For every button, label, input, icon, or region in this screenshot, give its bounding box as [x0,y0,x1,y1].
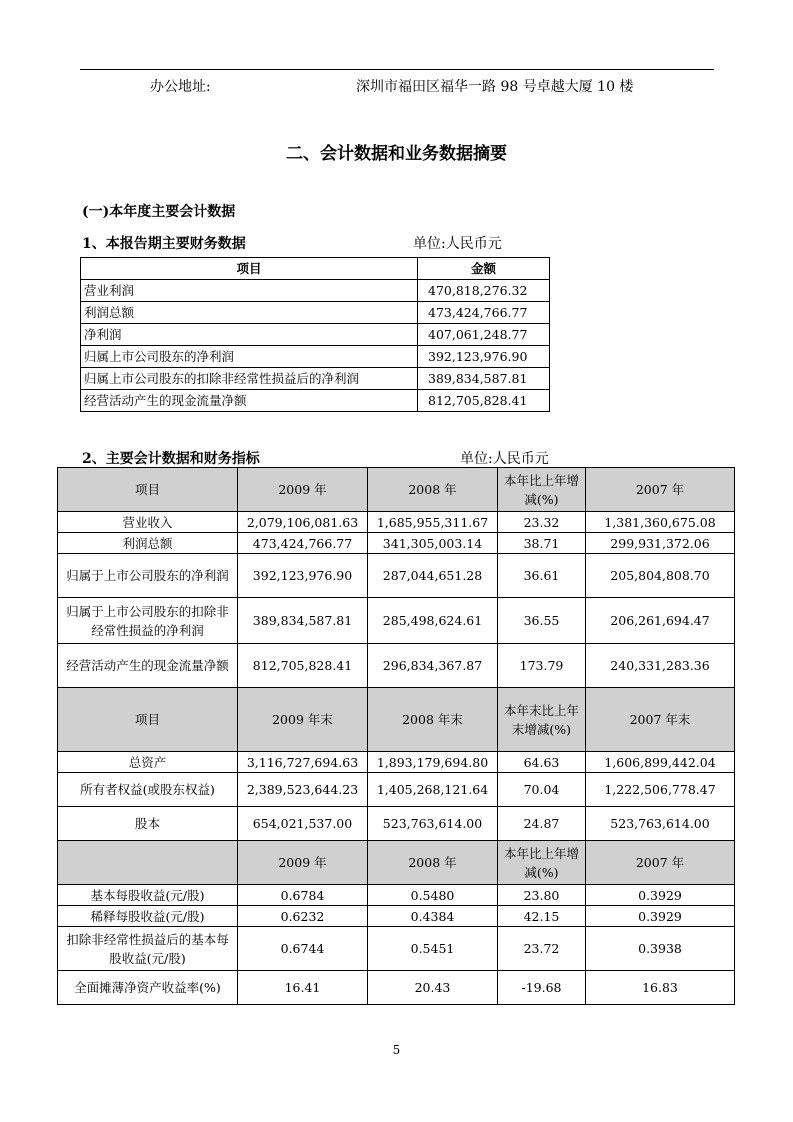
table2-unit: 单位:人民币元 [460,451,549,467]
header-cell: 2009 年末 [238,688,368,752]
value-cell: 1,685,955,311.67 [368,512,498,533]
table2-title: 2、主要会计数据和财务指标 [82,451,260,467]
header-cell: 2008 年 [368,841,498,885]
header-rule [80,69,714,70]
value-cell: 1,606,899,442.04 [586,752,735,773]
table1-unit: 单位:人民币元 [413,236,502,252]
value-cell: 0.3929 [586,885,735,906]
value-cell: 523,763,614.00 [586,807,735,841]
value-cell: -19.68 [498,971,586,1005]
value-cell: 20.43 [368,971,498,1005]
header-cell: 2007 年 [586,841,735,885]
value-cell: 0.5451 [368,927,498,971]
header-cell: 本年末比上年末增减(%) [498,688,586,752]
item-cell: 归属上市公司股东的扣除非经常性损益后的净利润 [81,368,418,390]
value-cell: 42.15 [498,906,586,927]
value-cell: 23.80 [498,885,586,906]
value-cell: 0.6784 [238,885,368,906]
value-cell: 1,381,360,675.08 [586,512,735,533]
value-cell: 70.04 [498,773,586,807]
table-row [58,554,735,598]
header-cell: 项目 [81,258,418,280]
item-cell: 净利润 [81,324,418,346]
header-cell: 2007 年 [586,468,735,512]
value-cell: 287,044,651.28 [368,554,498,598]
header-cell: 2008 年末 [368,688,498,752]
item-cell: 所有者权益(或股东权益) [58,773,238,807]
table-row [58,752,735,773]
table-row [58,927,735,971]
item-cell: 营业收入 [58,512,238,533]
value-cell: 0.6744 [238,927,368,971]
table-row [58,644,735,688]
table-header-row [81,258,550,280]
table-row [58,885,735,906]
item-cell: 经营活动产生的现金流量净额 [81,390,418,412]
table-row [81,324,550,346]
value-cell: 1,893,179,694.80 [368,752,498,773]
value-cell: 23.72 [498,927,586,971]
value-cell: 64.63 [498,752,586,773]
header-cell: 本年比上年增减(%) [498,841,586,885]
value-cell: 812,705,828.41 [238,644,368,688]
address-label: 办公地址: [150,79,211,95]
page-number: 5 [392,1043,401,1057]
value-cell: 24.87 [498,807,586,841]
amount-cell: 473,424,766.77 [418,302,550,324]
value-cell: 392,123,976.90 [238,554,368,598]
value-cell: 0.4384 [368,906,498,927]
item-cell: 归属于上市公司股东的净利润 [58,554,238,598]
amount-cell: 389,834,587.81 [418,368,550,390]
item-cell: 稀释每股收益(元/股) [58,906,238,927]
value-cell: 1,405,268,121.64 [368,773,498,807]
section-title: 二、会计数据和业务数据摘要 [286,144,507,164]
header-cell: 金额 [418,258,550,280]
table-row [58,598,735,644]
value-cell: 0.3938 [586,927,735,971]
amount-cell: 470,818,276.32 [418,280,550,302]
value-cell: 205,804,808.70 [586,554,735,598]
table1-title: 1、本报告期主要财务数据 [82,236,246,252]
value-cell: 23.32 [498,512,586,533]
value-cell: 523,763,614.00 [368,807,498,841]
header-cell: 2007 年末 [586,688,735,752]
table-row [81,368,550,390]
value-cell: 299,931,372.06 [586,533,735,554]
header-cell [58,841,238,885]
table-row [58,971,735,1005]
item-cell: 总资产 [58,752,238,773]
item-cell: 营业利润 [81,280,418,302]
table-row [58,533,735,554]
table-row [81,346,550,368]
item-cell: 利润总额 [58,533,238,554]
item-cell: 扣除非经常性损益后的基本每股收益(元/股) [58,927,238,971]
table-row [58,512,735,533]
subsection-title: (一)本年度主要会计数据 [82,204,236,220]
main-financial-data-table [80,257,550,412]
value-cell: 296,834,367.87 [368,644,498,688]
value-cell: 654,021,537.00 [238,807,368,841]
amount-cell: 392,123,976.90 [418,346,550,368]
value-cell: 206,261,694.47 [586,598,735,644]
value-cell: 0.5480 [368,885,498,906]
value-cell: 38.71 [498,533,586,554]
value-cell: 16.41 [238,971,368,1005]
table-row [58,807,735,841]
item-cell: 归属于上市公司股东的扣除非经常性损益的净利润 [58,598,238,644]
value-cell: 0.3929 [586,906,735,927]
value-cell: 389,834,587.81 [238,598,368,644]
value-cell: 0.6232 [238,906,368,927]
header-cell: 项目 [58,468,238,512]
value-cell: 240,331,283.36 [586,644,735,688]
item-cell: 基本每股收益(元/股) [58,885,238,906]
table-row [81,280,550,302]
amount-cell: 812,705,828.41 [418,390,550,412]
key-indicators-table [57,467,735,1005]
value-cell: 36.61 [498,554,586,598]
value-cell: 285,498,624.61 [368,598,498,644]
table-header-row [58,688,735,752]
amount-cell: 407,061,248.77 [418,324,550,346]
table-row [81,302,550,324]
item-cell: 归属上市公司股东的净利润 [81,346,418,368]
table-row [58,773,735,807]
header-cell: 2009 年 [238,841,368,885]
value-cell: 36.55 [498,598,586,644]
value-cell: 341,305,003.14 [368,533,498,554]
value-cell: 2,079,106,081.63 [238,512,368,533]
value-cell: 473,424,766.77 [238,533,368,554]
header-cell: 项目 [58,688,238,752]
value-cell: 3,116,727,694.63 [238,752,368,773]
table-row [81,390,550,412]
item-cell: 利润总额 [81,302,418,324]
value-cell: 1,222,506,778.47 [586,773,735,807]
value-cell: 173.79 [498,644,586,688]
value-cell: 2,389,523,644.23 [238,773,368,807]
item-cell: 全面摊薄净资产收益率(%) [58,971,238,1005]
header-cell: 2008 年 [368,468,498,512]
table-header-row [58,841,735,885]
value-cell: 16.83 [586,971,735,1005]
address-value: 深圳市福田区福华一路 98 号卓越大厦 10 楼 [356,79,634,95]
item-cell: 股本 [58,807,238,841]
header-cell: 本年比上年增减(%) [498,468,586,512]
header-cell: 2009 年 [238,468,368,512]
table-row [58,906,735,927]
table-header-row [58,468,735,512]
item-cell: 经营活动产生的现金流量净额 [58,644,238,688]
